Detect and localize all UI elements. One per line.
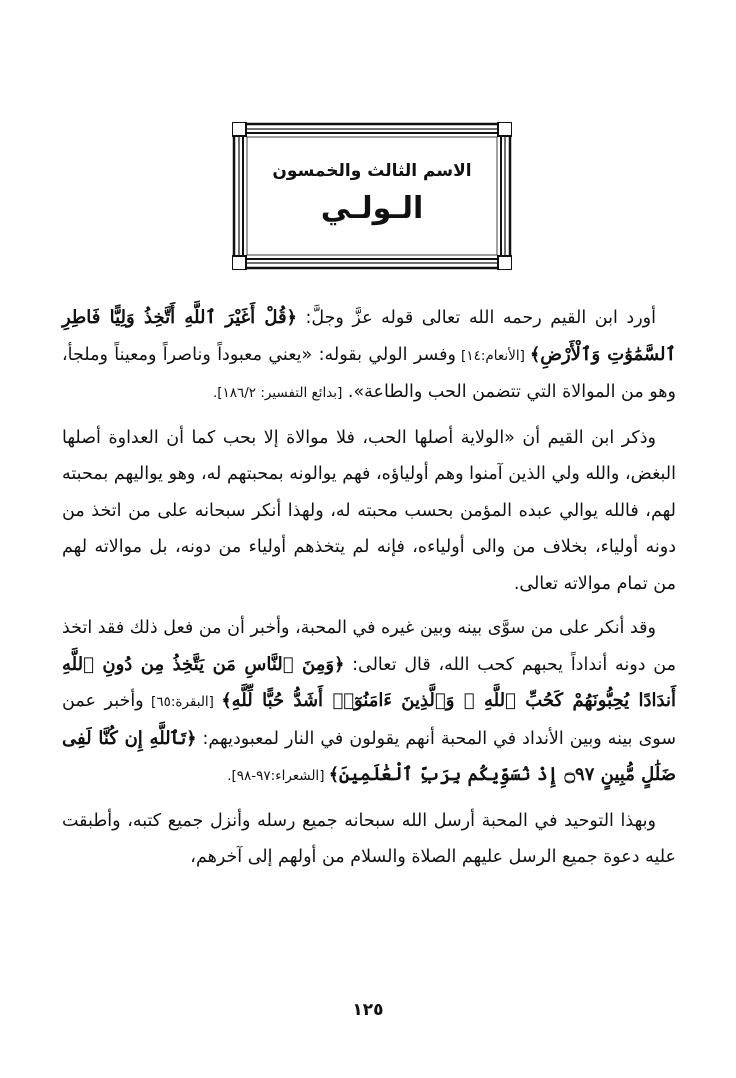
citation-reference: [الأنعام:١٤] xyxy=(455,347,530,364)
page-number: ١٢٥ xyxy=(352,1000,384,1020)
chapter-title-text xyxy=(232,122,512,270)
paragraph xyxy=(62,803,676,876)
chapter-title-frame xyxy=(232,122,512,270)
paragraph-text: أورد ابن القيم رحمه الله تعالى قوله عزَّ وجلَّ: xyxy=(296,308,656,328)
quran-verse: وَمِنَ ٱلنَّاسِ مَن يَتَّخِذُ مِن دُونِ ٱللَّهِ أَندَادًا يُحِبُّونَهُمْ كَحُبِّ ٱللَّهِ ۖ وَٱلَّذِينَ ءَامَنُوٓا۟ أَشَدُّ حُبًّا لِّلَّهِ xyxy=(62,653,676,711)
ornate-bracket: ﴾ xyxy=(328,765,340,785)
ornate-bracket: ﴿ xyxy=(334,654,345,675)
citation-reference: [الشعراء:٩٧-٩٨]. xyxy=(227,768,329,784)
paragraph xyxy=(62,300,676,412)
paragraph xyxy=(62,610,676,795)
ornate-bracket: ﴾ xyxy=(529,344,541,365)
paragraph xyxy=(62,420,676,603)
chapter-name: الـولـي xyxy=(320,190,424,226)
quran-verse: قُلْ أَغَيْرَ ٱللَّهِ أَتَّخِذُ وَلِيًّا فَاطِرِ ٱلسَّمَٰوَٰتِ وَٱلْأَرْضِ xyxy=(62,307,676,365)
ornate-bracket: ﴿ xyxy=(286,308,297,328)
paragraph-text: وذكر ابن القيم أن «الولاية أصلها الحب، فلا موالاة إلا بحب كما أن العداوة أصلها البغض، والله ولي الذين آمنوا وهم أولياؤه، فهم يوالونه بمحبتهم له، وهو يواليهم بمحبته لهم، فالله يوالي عبده المؤمن بحسب محبته له، ولهذا أنكر سبحانه على من اتخذ من دونه أولياء، بخلاف من والى أولياءه، فإنه لم يتخذهم أولياء من دونه، بل موالاته لهم من تمام موالاته تعالى. xyxy=(62,427,676,594)
paragraph-text: وقد أنكر على من سوَّى بينه وبين غيره في المحبة، وأخبر أن من فعل ذلك فقد اتخذ من دونه أنداداً يحبهم كحب الله، قال تعالى: xyxy=(62,618,676,675)
citation-reference: [البقرة:٦٥] xyxy=(143,694,222,710)
citation-reference: [بدائع التفسير: ١٨٦/٢]. xyxy=(212,385,343,401)
chapter-label: الاسم الثالث والخمسون xyxy=(272,160,472,181)
paragraph-text: وبهذا التوحيد في المحبة أرسل الله سبحانه جميع رسله وأنزل جميع كتبه، وأطبقت عليه دعوة جميع الرسل عليهم الصلاة والسلام من أولهم إلى آخرهم، xyxy=(62,810,676,867)
body-text xyxy=(62,300,676,884)
paragraph-text: وأخبر عمن سوى بينه وبين الأنداد في المحبة أنهم يقولون في النار لمعبوديهم: xyxy=(62,691,676,749)
ornate-bracket: ﴾ xyxy=(221,691,232,711)
quran-verse: تَٱللَّهِ إِن كُنَّا لَفِى ضَلَٰلٍ مُّبِينٍ ۝٩٧ إِذْ نُسَوِّيكُم بِرَبِّ ٱلْعَٰلَمِينَ xyxy=(62,727,676,785)
paragraph-text: وفسر الولي بقوله: «يعني معبوداً وناصراً ومعيناً وملجأ، وهو من الموالاة التي تتضمن الحب والطاعة». xyxy=(62,344,676,402)
ornate-bracket: ﴿ xyxy=(186,728,197,749)
